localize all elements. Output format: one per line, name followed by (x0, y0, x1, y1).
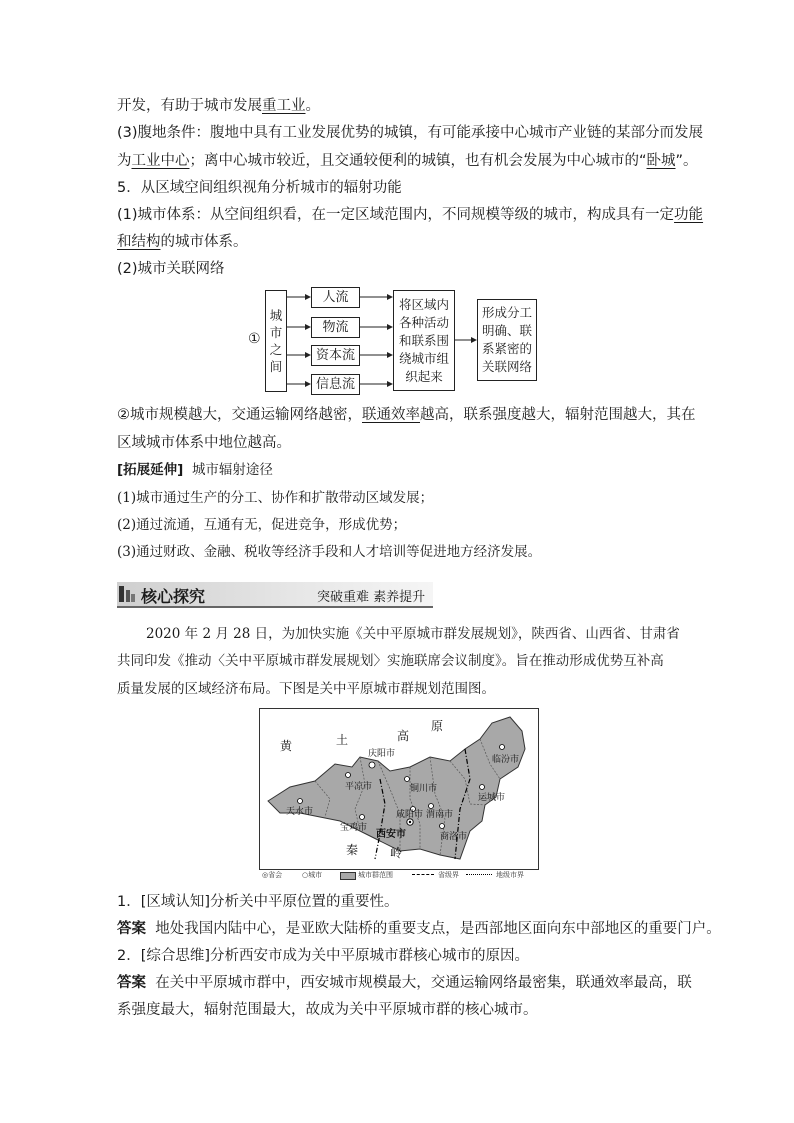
city-label: 天水市 (286, 807, 314, 817)
section-header (117, 582, 433, 607)
flow-box-capital: 资本流 (311, 345, 360, 366)
legend-capital: ◎省会 (262, 871, 283, 879)
text-line: 开发，有助于城市发展重工业。 (117, 98, 320, 114)
region-label: 秦 (346, 843, 359, 857)
text-line: (2)城市关联网络 (117, 261, 225, 277)
capital-label: 西安市 (376, 829, 406, 840)
cities-box: 城市之间 (265, 290, 287, 392)
text-line: ②城市规模越大，交通运输网络越密，联通效率越高，联系强度越大，辐射范围越大，其在 (117, 407, 696, 423)
legend-city: ○城市 (302, 871, 323, 879)
key-term: 重工业 (262, 98, 306, 114)
key-term: 卧城 (646, 153, 676, 169)
city-label: 铜川市 (410, 784, 438, 794)
diagram-marker: ① (248, 331, 261, 347)
section-title: 核心探究 (141, 587, 206, 606)
region-label: 岭 (390, 846, 403, 860)
answer-tag: 答案 (117, 975, 146, 991)
intro-line: 质量发展的区域经济布局。下图是关中平原城市群规划范围图。 (117, 681, 495, 697)
key-term: 联通效率 (362, 407, 420, 423)
legend-provincial-line (412, 874, 434, 875)
city-label: 渭南市 (426, 810, 454, 820)
extension-heading (117, 460, 273, 480)
network-box: 形成分工明确、联系紧密的关联网络 (477, 299, 537, 381)
extension-tag: [拓展延伸] (117, 462, 184, 478)
legend-prefecture: 地级市界 (496, 871, 524, 879)
key-term: 功能 (674, 207, 704, 223)
intro-line: 2020 年 2 月 28 日，为加快实施《关中平原城市群发展规划》，陕西省、山西省、甘肃省 (146, 626, 680, 642)
city-cluster-map (259, 708, 539, 870)
intro-line: 共同印发《推动〈关中平原城市群发展规划〉实施联席会议制度》。旨在推动形成优势互补高 (117, 653, 664, 669)
region-label: 黄 (280, 739, 293, 753)
text-line: 和结构的城市体系。 (117, 234, 248, 250)
legend-cluster: 城市群范围 (358, 871, 393, 879)
question-2: 2．[综合思维]分析西安市成为关中平原城市群核心城市的原因。 (117, 948, 530, 964)
text-line: 区域城市体系中地位越高。 (117, 435, 291, 451)
region-label: 土 (336, 733, 349, 747)
text-line: (1)城市体系：从空间组织看，在一定区域范围内，不同规模等级的城市，构成具有一定功能 (117, 207, 704, 223)
city-label: 宝鸡市 (340, 823, 368, 833)
region-label: 原 (431, 719, 444, 733)
city-label: 临汾市 (492, 755, 520, 765)
extension-title: 城市辐射途径 (191, 462, 273, 478)
legend-prefecture-line (466, 874, 492, 875)
section-subtitle: 突破重难 素养提升 (317, 590, 426, 605)
flow-box-people: 人流 (311, 287, 360, 308)
flow-box-information: 信息流 (311, 374, 360, 395)
text-line: (3)腹地条件：腹地中具有工业发展优势的城镇，有可能承接中心城市产业链的某部分而发展 (117, 125, 704, 141)
extension-item: (1)城市通过生产的分工、协作和扩散带动区域发展； (117, 490, 434, 506)
legend-provincial: 省级界 (438, 871, 459, 879)
extension-item: (2)通过流通，互通有无，促进竞争，形成优势； (117, 517, 407, 533)
region-label: 高 (397, 729, 410, 743)
text-line: 为工业中心；离中心城市较近，且交通较便利的城镇，也有机会发展为中心城市的“卧城”。 (117, 153, 698, 169)
city-label: 运城市 (478, 793, 506, 803)
city-label: 商洛市 (440, 832, 468, 842)
city-label: 平凉市 (345, 782, 373, 792)
flow-box-goods: 物流 (311, 317, 360, 338)
answer-1: 答案 地处我国内陆中心，是亚欧大陆桥的重要支点，是西部地区面向东中部地区的重要门户。 (117, 921, 721, 937)
answer-tag: 答案 (117, 921, 146, 937)
answer-2: 答案 在关中平原城市群中，西安城市规模最大，交通运输网络最密集，联通效率最高，联 (117, 975, 692, 991)
extension-item: (3)通过财政、金融、税收等经济手段和人才培训等促进地方经济发展。 (117, 544, 542, 560)
section-icon (119, 586, 135, 602)
legend-swatch (340, 872, 356, 880)
city-label: 庆阳市 (368, 749, 396, 759)
city-label: 咸阳市 (396, 810, 424, 820)
section-heading: 5．从区域空间组织视角分析城市的辐射功能 (117, 180, 402, 196)
organize-box: 将区域内各种活动和联系围绕城市组织起来 (393, 290, 455, 391)
key-term: 和结构 (117, 234, 161, 250)
key-term: 工业中心 (131, 153, 190, 169)
diagram-arrows (0, 0, 794, 420)
answer-2-continued: 系强度最大，辐射范围最大，故成为关中平原城市群的核心城市。 (117, 1002, 538, 1018)
map-legend (262, 870, 542, 882)
question-1: 1．[区域认知]分析关中平原位置的重要性。 (117, 894, 399, 910)
